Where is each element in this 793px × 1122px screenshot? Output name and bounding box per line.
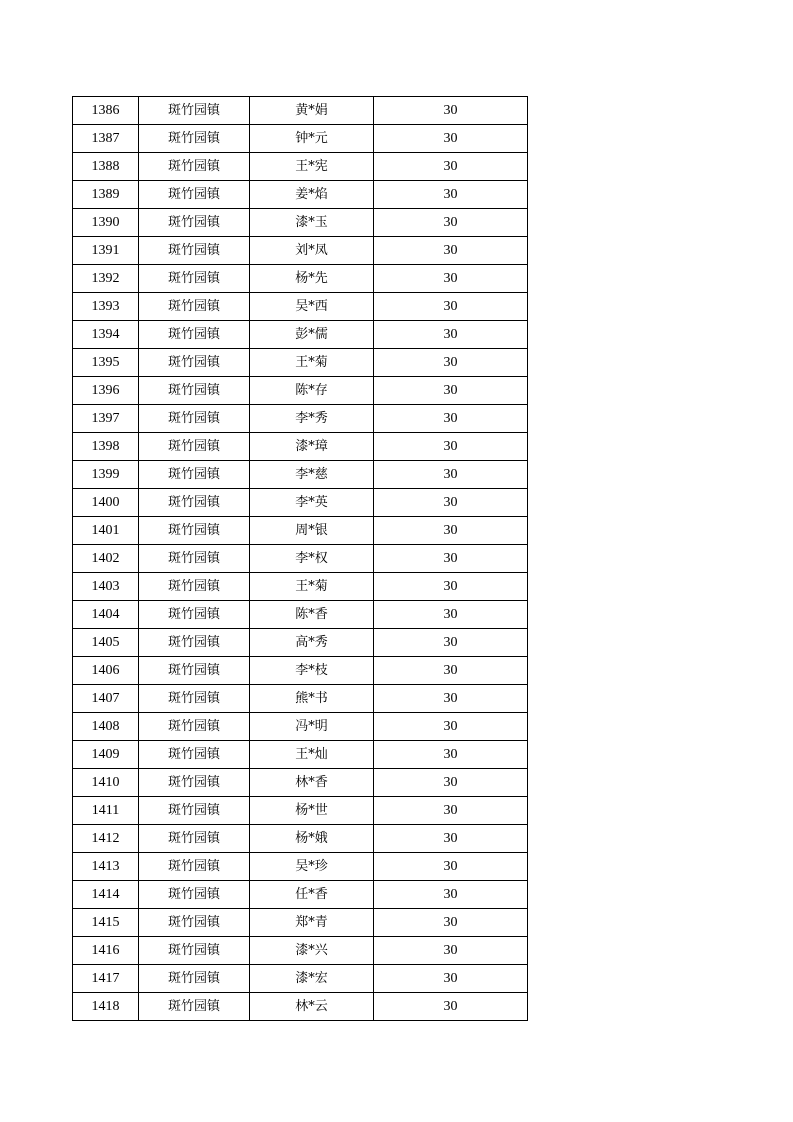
row-index-cell: 1395: [73, 349, 139, 377]
person-name-cell: 李*权: [250, 545, 374, 573]
person-name-cell: 杨*世: [250, 797, 374, 825]
row-index-cell: 1387: [73, 125, 139, 153]
row-index-cell: 1404: [73, 601, 139, 629]
amount-cell: 30: [374, 265, 528, 293]
row-index-cell: 1396: [73, 377, 139, 405]
person-name-cell: 周*银: [250, 517, 374, 545]
table-row: [73, 573, 528, 601]
town-cell: 斑竹园镇: [139, 685, 250, 713]
amount-cell: 30: [374, 97, 528, 125]
table-row: [73, 265, 528, 293]
person-name-cell: 漆*玉: [250, 209, 374, 237]
person-name-cell: 王*菊: [250, 349, 374, 377]
table-row: [73, 125, 528, 153]
row-index-cell: 1389: [73, 181, 139, 209]
table-body: [73, 97, 528, 1021]
table-row: [73, 825, 528, 853]
person-name-cell: 杨*先: [250, 265, 374, 293]
person-name-cell: 漆*璋: [250, 433, 374, 461]
town-cell: 斑竹园镇: [139, 825, 250, 853]
person-name-cell: 姜*焰: [250, 181, 374, 209]
town-cell: 斑竹园镇: [139, 797, 250, 825]
person-name-cell: 王*菊: [250, 573, 374, 601]
person-name-cell: 钟*元: [250, 125, 374, 153]
table-row: [73, 545, 528, 573]
table-row: [73, 293, 528, 321]
amount-cell: 30: [374, 181, 528, 209]
amount-cell: 30: [374, 321, 528, 349]
town-cell: 斑竹园镇: [139, 657, 250, 685]
row-index-cell: 1388: [73, 153, 139, 181]
person-name-cell: 黄*娟: [250, 97, 374, 125]
row-index-cell: 1418: [73, 993, 139, 1021]
table-row: [73, 881, 528, 909]
row-index-cell: 1417: [73, 965, 139, 993]
table-row: [73, 97, 528, 125]
town-cell: 斑竹园镇: [139, 349, 250, 377]
table-row: [73, 181, 528, 209]
row-index-cell: 1386: [73, 97, 139, 125]
row-index-cell: 1393: [73, 293, 139, 321]
row-index-cell: 1415: [73, 909, 139, 937]
person-name-cell: 李*英: [250, 489, 374, 517]
row-index-cell: 1408: [73, 713, 139, 741]
person-name-cell: 杨*娥: [250, 825, 374, 853]
town-cell: 斑竹园镇: [139, 489, 250, 517]
row-index-cell: 1401: [73, 517, 139, 545]
amount-cell: 30: [374, 797, 528, 825]
table-row: [73, 629, 528, 657]
town-cell: 斑竹园镇: [139, 601, 250, 629]
town-cell: 斑竹园镇: [139, 769, 250, 797]
town-cell: 斑竹园镇: [139, 741, 250, 769]
row-index-cell: 1410: [73, 769, 139, 797]
person-name-cell: 李*慈: [250, 461, 374, 489]
town-cell: 斑竹园镇: [139, 545, 250, 573]
amount-cell: 30: [374, 937, 528, 965]
amount-cell: 30: [374, 545, 528, 573]
person-name-cell: 熊*书: [250, 685, 374, 713]
person-name-cell: 李*枝: [250, 657, 374, 685]
amount-cell: 30: [374, 349, 528, 377]
table-row: [73, 237, 528, 265]
person-name-cell: 高*秀: [250, 629, 374, 657]
table-row: [73, 909, 528, 937]
amount-cell: 30: [374, 209, 528, 237]
row-index-cell: 1405: [73, 629, 139, 657]
row-index-cell: 1394: [73, 321, 139, 349]
town-cell: 斑竹园镇: [139, 853, 250, 881]
town-cell: 斑竹园镇: [139, 237, 250, 265]
row-index-cell: 1411: [73, 797, 139, 825]
row-index-cell: 1398: [73, 433, 139, 461]
table-row: [73, 349, 528, 377]
table-row: [73, 489, 528, 517]
person-name-cell: 郑*青: [250, 909, 374, 937]
amount-cell: 30: [374, 965, 528, 993]
town-cell: 斑竹园镇: [139, 377, 250, 405]
person-name-cell: 王*灿: [250, 741, 374, 769]
amount-cell: 30: [374, 769, 528, 797]
amount-cell: 30: [374, 125, 528, 153]
town-cell: 斑竹园镇: [139, 97, 250, 125]
row-index-cell: 1407: [73, 685, 139, 713]
amount-cell: 30: [374, 993, 528, 1021]
row-index-cell: 1406: [73, 657, 139, 685]
town-cell: 斑竹园镇: [139, 909, 250, 937]
table-row: [73, 601, 528, 629]
recipient-table: [72, 96, 528, 1021]
amount-cell: 30: [374, 685, 528, 713]
amount-cell: 30: [374, 825, 528, 853]
table-row: [73, 377, 528, 405]
table-row: [73, 517, 528, 545]
amount-cell: 30: [374, 629, 528, 657]
amount-cell: 30: [374, 237, 528, 265]
table-row: [73, 741, 528, 769]
row-index-cell: 1400: [73, 489, 139, 517]
person-name-cell: 冯*明: [250, 713, 374, 741]
table-row: [73, 209, 528, 237]
person-name-cell: 漆*宏: [250, 965, 374, 993]
town-cell: 斑竹园镇: [139, 293, 250, 321]
table-row: [73, 853, 528, 881]
town-cell: 斑竹园镇: [139, 321, 250, 349]
town-cell: 斑竹园镇: [139, 265, 250, 293]
table-row: [73, 797, 528, 825]
amount-cell: 30: [374, 713, 528, 741]
amount-cell: 30: [374, 293, 528, 321]
town-cell: 斑竹园镇: [139, 965, 250, 993]
table-row: [73, 993, 528, 1021]
table-row: [73, 713, 528, 741]
row-index-cell: 1416: [73, 937, 139, 965]
amount-cell: 30: [374, 881, 528, 909]
row-index-cell: 1402: [73, 545, 139, 573]
amount-cell: 30: [374, 909, 528, 937]
person-name-cell: 林*云: [250, 993, 374, 1021]
person-name-cell: 陈*存: [250, 377, 374, 405]
amount-cell: 30: [374, 489, 528, 517]
row-index-cell: 1414: [73, 881, 139, 909]
amount-cell: 30: [374, 517, 528, 545]
amount-cell: 30: [374, 601, 528, 629]
table-row: [73, 769, 528, 797]
town-cell: 斑竹园镇: [139, 433, 250, 461]
table-row: [73, 433, 528, 461]
row-index-cell: 1392: [73, 265, 139, 293]
table-row: [73, 657, 528, 685]
amount-cell: 30: [374, 853, 528, 881]
amount-cell: 30: [374, 153, 528, 181]
person-name-cell: 漆*兴: [250, 937, 374, 965]
row-index-cell: 1409: [73, 741, 139, 769]
person-name-cell: 吴*西: [250, 293, 374, 321]
person-name-cell: 彭*儒: [250, 321, 374, 349]
amount-cell: 30: [374, 657, 528, 685]
table-row: [73, 937, 528, 965]
town-cell: 斑竹园镇: [139, 713, 250, 741]
town-cell: 斑竹园镇: [139, 573, 250, 601]
town-cell: 斑竹园镇: [139, 993, 250, 1021]
town-cell: 斑竹园镇: [139, 125, 250, 153]
town-cell: 斑竹园镇: [139, 881, 250, 909]
table-row: [73, 685, 528, 713]
row-index-cell: 1412: [73, 825, 139, 853]
town-cell: 斑竹园镇: [139, 629, 250, 657]
person-name-cell: 任*香: [250, 881, 374, 909]
person-name-cell: 李*秀: [250, 405, 374, 433]
town-cell: 斑竹园镇: [139, 405, 250, 433]
table-row: [73, 405, 528, 433]
town-cell: 斑竹园镇: [139, 517, 250, 545]
person-name-cell: 吴*珍: [250, 853, 374, 881]
row-index-cell: 1390: [73, 209, 139, 237]
amount-cell: 30: [374, 433, 528, 461]
town-cell: 斑竹园镇: [139, 461, 250, 489]
amount-cell: 30: [374, 573, 528, 601]
person-name-cell: 王*宪: [250, 153, 374, 181]
person-name-cell: 林*香: [250, 769, 374, 797]
row-index-cell: 1391: [73, 237, 139, 265]
town-cell: 斑竹园镇: [139, 937, 250, 965]
row-index-cell: 1403: [73, 573, 139, 601]
town-cell: 斑竹园镇: [139, 153, 250, 181]
table-row: [73, 965, 528, 993]
amount-cell: 30: [374, 405, 528, 433]
row-index-cell: 1413: [73, 853, 139, 881]
town-cell: 斑竹园镇: [139, 209, 250, 237]
table-row: [73, 153, 528, 181]
row-index-cell: 1399: [73, 461, 139, 489]
amount-cell: 30: [374, 461, 528, 489]
person-name-cell: 刘*凤: [250, 237, 374, 265]
amount-cell: 30: [374, 741, 528, 769]
table-row: [73, 461, 528, 489]
row-index-cell: 1397: [73, 405, 139, 433]
town-cell: 斑竹园镇: [139, 181, 250, 209]
person-name-cell: 陈*香: [250, 601, 374, 629]
amount-cell: 30: [374, 377, 528, 405]
table-row: [73, 321, 528, 349]
